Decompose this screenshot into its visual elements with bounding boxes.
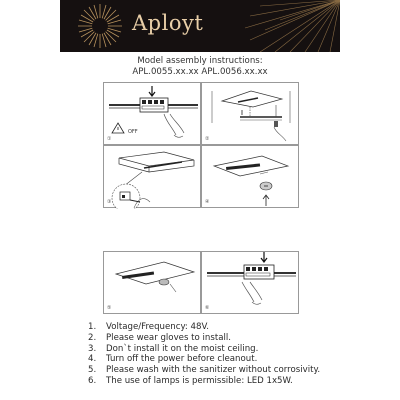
step-5-illustration	[104, 252, 202, 315]
instruction-text: The use of lamps is permissible: LED 1x5W.	[106, 375, 293, 386]
instruction-number: 2.	[88, 332, 97, 343]
step-number: ③	[107, 199, 112, 205]
instruction-item	[88, 365, 320, 376]
step-5-panel	[103, 251, 201, 314]
step-3-panel	[103, 145, 201, 208]
instruction-text: Don`t install it on the moist ceiling.	[106, 343, 259, 354]
step-number: ②	[205, 136, 210, 142]
step-number: ④	[205, 199, 210, 205]
instruction-number: 5.	[88, 365, 97, 376]
step-number: ①	[107, 136, 112, 142]
step-number: ⑥	[205, 305, 210, 311]
brand-banner	[60, 0, 340, 52]
step-2-panel	[201, 82, 299, 145]
instruction-number: 3.	[88, 343, 97, 354]
instruction-text: Please wash with the sanitizer without corrosivity.	[106, 365, 321, 376]
instruction-item	[88, 333, 320, 344]
model-numbers: APL.0055.xx.xx APL.0056.xx.xx	[132, 67, 268, 77]
step-6-illustration	[202, 252, 300, 315]
step-3-illustration	[104, 146, 202, 209]
step-2-illustration	[202, 83, 300, 146]
instruction-text: Turn off the power before cleanout.	[106, 354, 258, 365]
instruction-item	[88, 376, 320, 387]
instruction-text: Please wear gloves to install.	[106, 332, 231, 343]
instruction-item	[88, 344, 320, 355]
step-4-panel	[201, 145, 299, 208]
instruction-number: 6.	[88, 375, 97, 386]
instruction-number: 1.	[88, 322, 97, 332]
power-off-label: OFF	[128, 129, 138, 135]
instruction-item	[88, 354, 320, 365]
step-4-illustration	[202, 146, 300, 209]
page-title: Model assembly instructions:	[137, 56, 263, 66]
step-number: ⑤	[107, 305, 112, 311]
instruction-item	[88, 322, 320, 333]
step-1-illustration	[104, 83, 202, 146]
instruction-text: Voltage/Frequency: 48V.	[106, 322, 209, 332]
step-1-panel	[103, 82, 201, 145]
brand-name: Aployt	[132, 11, 204, 35]
instructions-list	[88, 322, 320, 387]
step-6-panel	[201, 251, 299, 314]
instruction-number: 4.	[88, 354, 97, 365]
